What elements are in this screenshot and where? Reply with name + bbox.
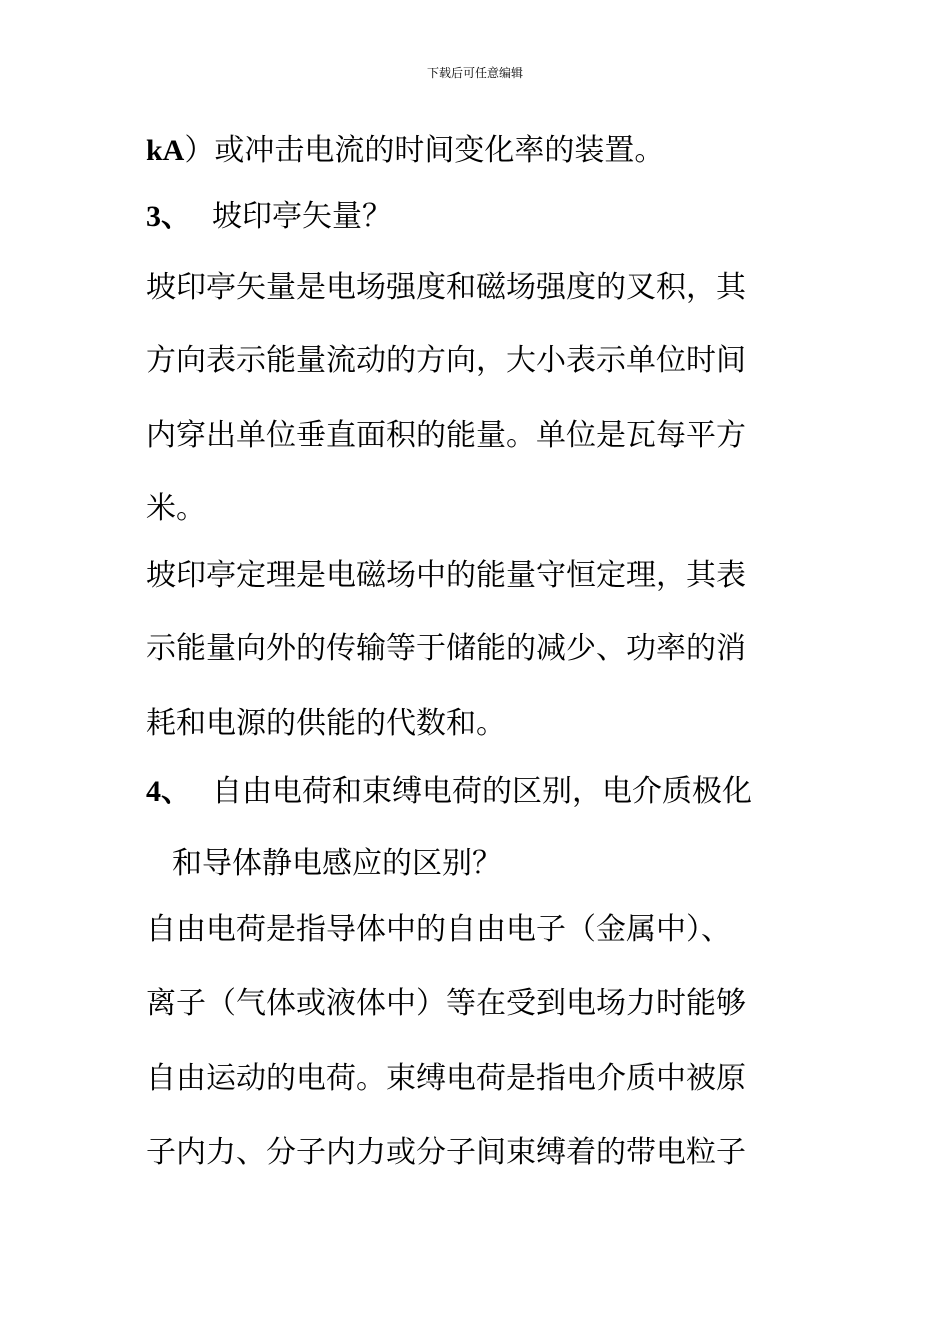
line-text: 自由电荷是指导体中的自由电子（金属中）、 [146, 912, 731, 947]
line-text: 离子（气体或液体中）等在受到电场力时能够 [146, 986, 746, 1021]
text-line [146, 631, 816, 667]
line-text: 坡印亭定理是电磁场中的能量守恒定理，其表 [146, 558, 746, 593]
text-line [146, 491, 816, 527]
line-text: 和导体静电感应的区别？ [172, 846, 502, 881]
question-text: 自由电荷和束缚电荷的区别，电介质极化 [212, 774, 752, 809]
line-text: 耗和电源的供能的代数和。 [146, 706, 506, 741]
line-text: ）或冲击电流的时间变化率的装置。 [184, 133, 665, 168]
line-text: 方向表示能量流动的方向，大小表示单位时间 [146, 343, 746, 378]
text-line [146, 270, 816, 306]
question-continuation [172, 846, 842, 882]
question-number: 4、 [146, 775, 191, 808]
text-line [146, 1061, 816, 1097]
page-header: 下载后可任意编辑 [426, 66, 523, 80]
line-text: 自由运动的电荷。束缚电荷是指电介质中被原 [146, 1061, 746, 1096]
line-text: 内穿出单位垂直面积的能量。单位是瓦每平方 [146, 418, 746, 453]
text-line [146, 133, 816, 169]
line-text: 坡印亭矢量是电场强度和磁场强度的叉积，其 [146, 270, 746, 305]
question-text: 坡印亭矢量？ [212, 199, 392, 234]
text-line [146, 1135, 816, 1171]
unit-prefix: kA [146, 134, 185, 167]
text-line [146, 418, 816, 454]
text-line [146, 706, 816, 742]
text-line [146, 558, 816, 594]
text-line [146, 986, 816, 1022]
line-text: 子内力、分子内力或分子间束缚着的带电粒子 [146, 1135, 746, 1170]
question-number: 3、 [146, 200, 191, 233]
question-heading-3 [146, 199, 816, 235]
line-text: 米。 [146, 491, 206, 526]
line-text: 示能量向外的传输等于储能的减少、功率的消 [146, 631, 746, 666]
text-line [146, 343, 816, 379]
question-heading-4 [146, 774, 816, 810]
text-line [146, 912, 816, 948]
